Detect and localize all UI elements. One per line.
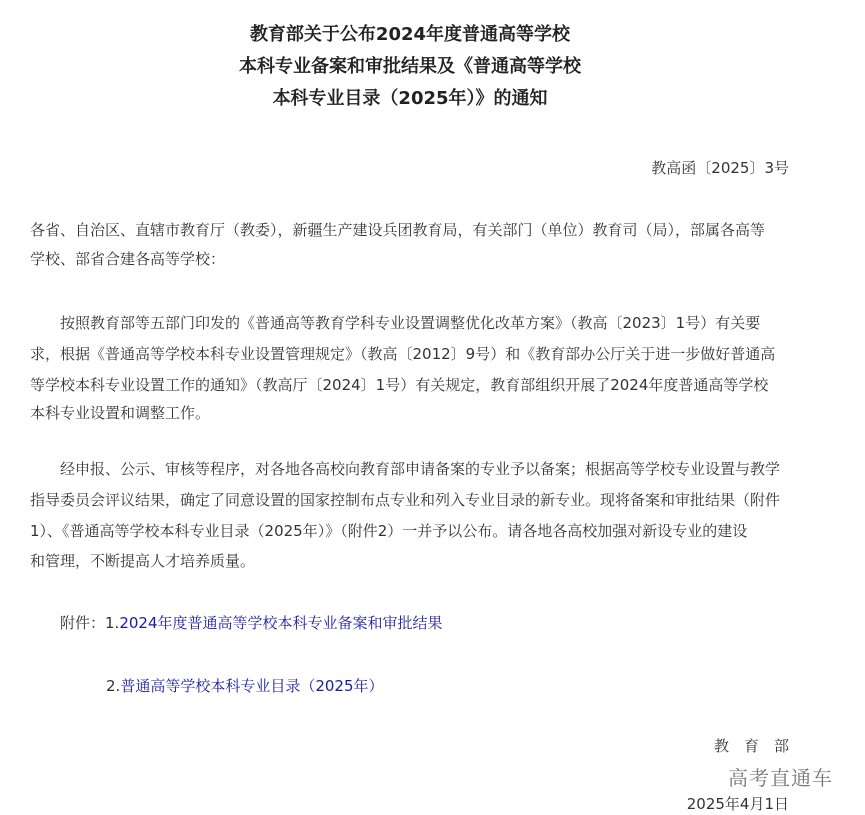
paragraph-line: 经申报、公示、审核等程序，对各地各高校向教育部申请备案的专业予以备案；根据高等学校专业设置与教学 [60, 460, 781, 478]
issue-date: 2025年4月1日 [686, 795, 789, 813]
attachment-1-number: 1. [105, 614, 120, 632]
paragraph-line: 1）、《普通高等学校本科专业目录（2025年）》（附件2）一并予以公布。请各地各高校加强对新设专业的建设 [30, 522, 748, 540]
attachments-label: 附件： [60, 614, 106, 632]
paragraph-line: 本科专业设置和调整工作。 [30, 404, 211, 422]
attachment-2 [106, 675, 384, 696]
attachment-2-number: 2. [106, 677, 121, 695]
salutation-line: 各省、自治区、直辖市教育厅（教委），新疆生产建设兵团教育局，有关部门（单位）教育司（局），部属各高等 [30, 221, 766, 239]
attachment-1 [60, 612, 443, 633]
watermark: 高考直通车 [728, 766, 833, 790]
paragraph-line: 指导委员会评议结果，确定了同意设置的国家控制布点专业和列入专业目录的新专业。现将备案和审批结果（附件 [30, 491, 781, 509]
paragraph-line: 和管理，不断提高人才培养质量。 [30, 552, 256, 570]
title-line-3: 本科专业目录（2025年）》的通知 [272, 88, 548, 109]
attachment-2-link[interactable]: 普通高等学校本科专业目录（2025年） [120, 677, 384, 695]
paragraph-line: 求，根据《普通高等学校本科专业设置管理规定》（教高〔2012〕9号）和《教育部办公厅关于进一步做好普通高 [30, 345, 776, 363]
paragraph-line: 等学校本科专业设置工作的通知》（教高厅〔2024〕1号）有关规定，教育部组织开展了2024年度普通高等学校 [30, 376, 769, 394]
attachment-1-link[interactable]: 2024年度普通高等学校本科专业备案和审批结果 [119, 614, 443, 632]
signature-issuer: 教 育 部 [713, 737, 789, 755]
title-line-2: 本科专业备案和审批结果及《普通高等学校 [239, 56, 581, 77]
paragraph-line: 按照教育部等五部门印发的《普通高等教育学科专业设置调整优化改革方案》（教高〔2023〕1号）有关要 [60, 314, 761, 332]
document-number: 教高函〔2025〕3号 [651, 159, 789, 177]
title-line-1: 教育部关于公布2024年度普通高等学校 [249, 24, 571, 45]
salutation-line: 学校、部省合建各高等学校： [30, 250, 226, 268]
